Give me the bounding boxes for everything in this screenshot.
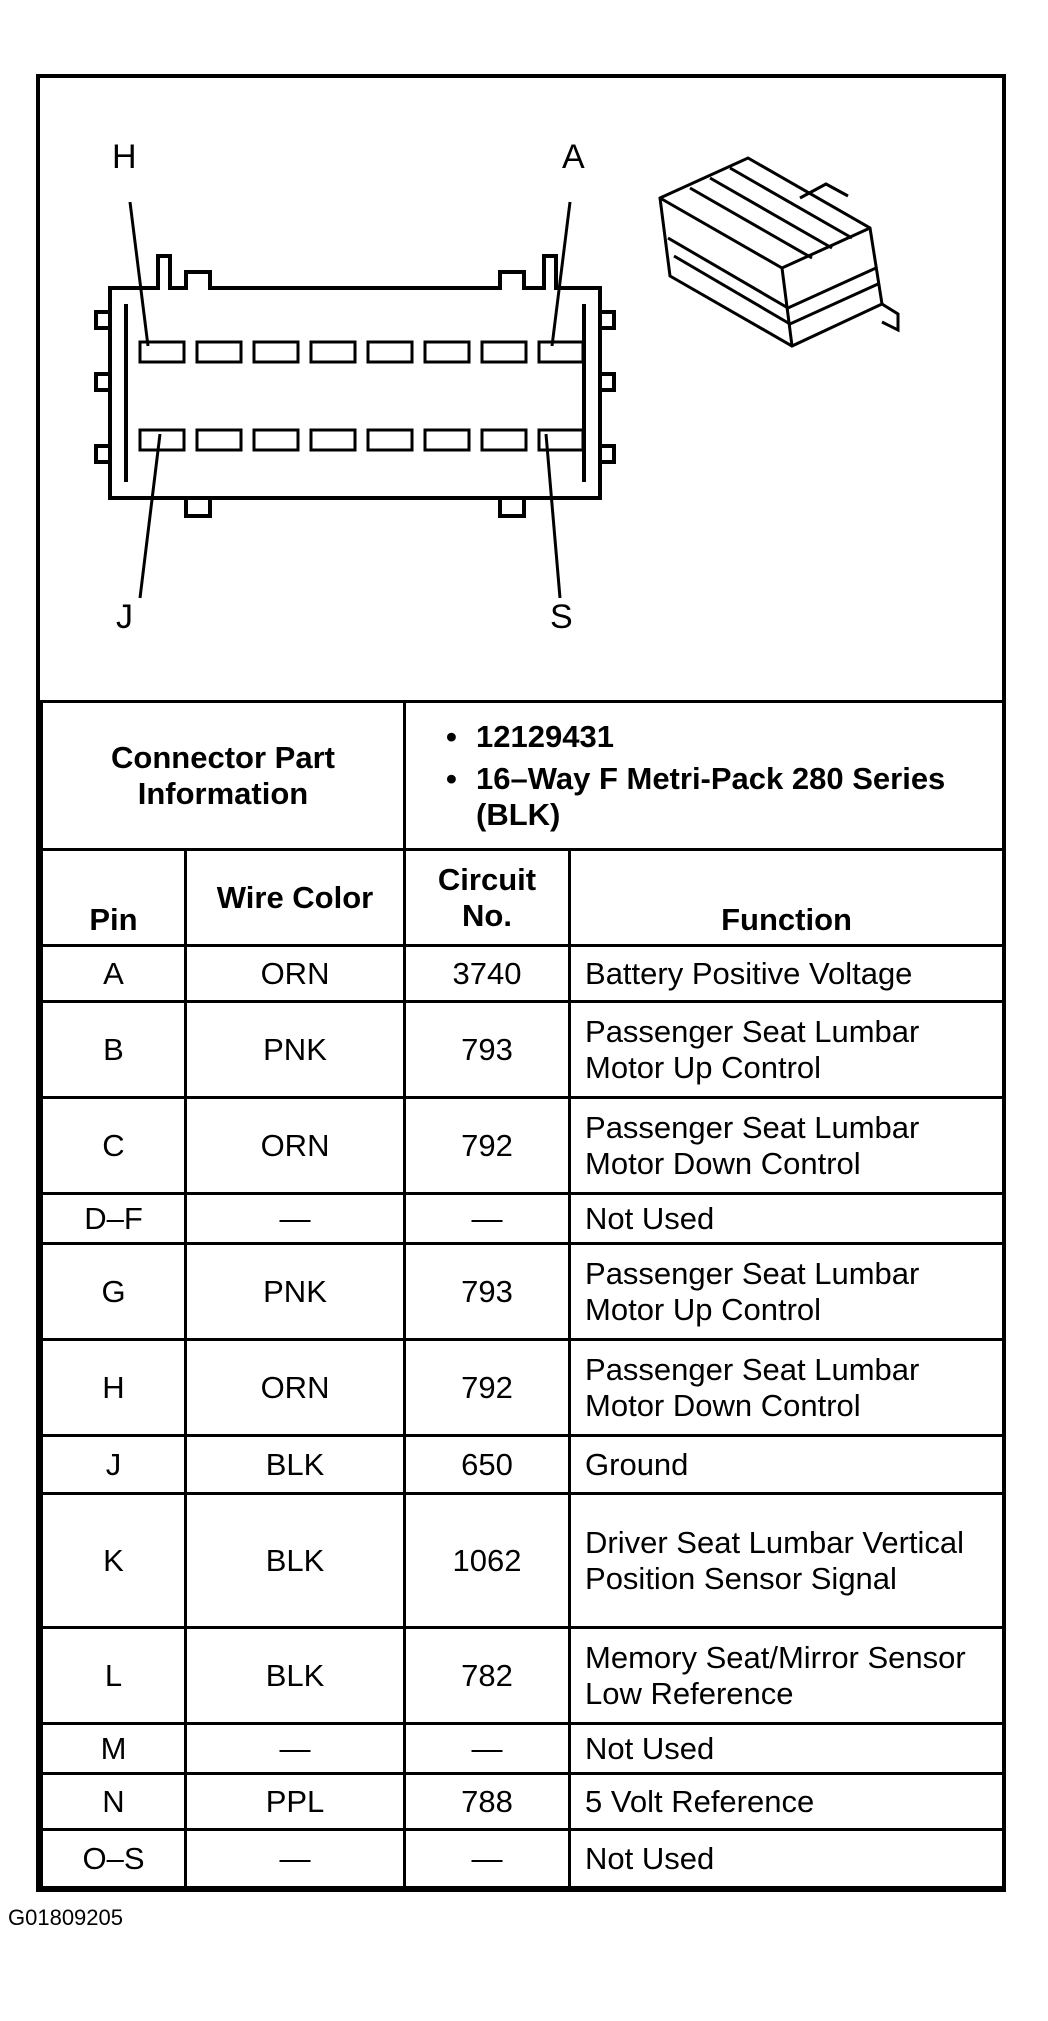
cell-circuit: 1062 xyxy=(405,1494,570,1628)
cell-wire-color: ORN xyxy=(186,946,405,1002)
connector-pinout-table xyxy=(40,700,1005,1889)
pin-label-h: H xyxy=(112,138,137,176)
table-row xyxy=(42,946,1004,1002)
table-row xyxy=(42,1724,1004,1774)
connector-diagram xyxy=(40,78,1002,700)
cell-wire-color: BLK xyxy=(186,1494,405,1628)
connector-description: • 16–Way F Metri-Pack 280 Series (BLK) xyxy=(446,761,996,833)
cell-pin: C xyxy=(42,1098,186,1194)
cell-circuit: — xyxy=(405,1830,570,1888)
cell-wire-color: PNK xyxy=(186,1244,405,1340)
table-row xyxy=(42,1098,1004,1194)
pin-leader-lines xyxy=(130,202,570,598)
cell-wire-color: — xyxy=(186,1194,405,1244)
figure-code: G01809205 xyxy=(8,1905,123,1930)
cell-wire-color: — xyxy=(186,1830,405,1888)
pin-label-j: J xyxy=(116,598,133,636)
cavity-bottom-2 xyxy=(197,430,241,450)
connector-info-values xyxy=(405,702,1004,850)
cell-circuit: 793 xyxy=(405,1244,570,1340)
cell-function: Passenger Seat Lumbar Motor Down Control xyxy=(570,1340,1004,1436)
header-wire-color: Wire Color xyxy=(186,850,405,946)
cavity-top-3 xyxy=(254,342,298,362)
connector-info-label: Connector Part Information xyxy=(42,702,405,850)
cavity-bottom-7 xyxy=(482,430,526,450)
cell-wire-color: BLK xyxy=(186,1628,405,1724)
cell-wire-color: ORN xyxy=(186,1340,405,1436)
cell-circuit: — xyxy=(405,1194,570,1244)
cell-wire-color: — xyxy=(186,1724,405,1774)
pin-label-a: A xyxy=(562,138,585,176)
cavity-bottom-5 xyxy=(368,430,412,450)
cell-pin: N xyxy=(42,1774,186,1830)
header-pin: Pin xyxy=(42,850,186,946)
table-row xyxy=(42,1830,1004,1888)
cell-wire-color: BLK xyxy=(186,1436,405,1494)
table-body xyxy=(42,946,1004,1888)
cell-function: Battery Positive Voltage xyxy=(570,946,1004,1002)
cell-function: Ground xyxy=(570,1436,1004,1494)
cell-function: Passenger Seat Lumbar Motor Up Control xyxy=(570,1244,1004,1340)
table-row xyxy=(42,1340,1004,1436)
connector-info-row xyxy=(42,702,1004,850)
table-row xyxy=(42,1002,1004,1098)
cell-function: Memory Seat/Mirror Sensor Low Reference xyxy=(570,1628,1004,1724)
cell-circuit: — xyxy=(405,1724,570,1774)
cavity-top-5 xyxy=(368,342,412,362)
table-row xyxy=(42,1628,1004,1724)
connector-part-number: • 12129431 xyxy=(446,719,996,755)
header-function: Function xyxy=(570,850,1004,946)
cell-wire-color: PPL xyxy=(186,1774,405,1830)
cell-pin: A xyxy=(42,946,186,1002)
connector-drawing xyxy=(40,78,1002,700)
cell-pin: G xyxy=(42,1244,186,1340)
header-circuit: Circuit No. xyxy=(405,850,570,946)
cell-circuit: 792 xyxy=(405,1340,570,1436)
cell-function: Not Used xyxy=(570,1194,1004,1244)
cell-circuit: 650 xyxy=(405,1436,570,1494)
cavity-top-7 xyxy=(482,342,526,362)
cell-pin: O–S xyxy=(42,1830,186,1888)
cavity-bottom-3 xyxy=(254,430,298,450)
table-row xyxy=(42,1774,1004,1830)
cavity-bottom-4 xyxy=(311,430,355,450)
cell-function: Not Used xyxy=(570,1724,1004,1774)
cell-pin: K xyxy=(42,1494,186,1628)
pin-label-s: S xyxy=(550,598,573,636)
connector-cavities xyxy=(140,342,583,450)
table-row xyxy=(42,1194,1004,1244)
cell-pin: B xyxy=(42,1002,186,1098)
cell-wire-color: ORN xyxy=(186,1098,405,1194)
connector-face-view-icon xyxy=(96,256,614,516)
cell-function: Passenger Seat Lumbar Motor Up Control xyxy=(570,1002,1004,1098)
cell-pin: D–F xyxy=(42,1194,186,1244)
cell-pin: H xyxy=(42,1340,186,1436)
cell-circuit: 3740 xyxy=(405,946,570,1002)
table-row xyxy=(42,1494,1004,1628)
cavity-bottom-6 xyxy=(425,430,469,450)
table-row xyxy=(42,1244,1004,1340)
cavity-top-4 xyxy=(311,342,355,362)
table-header-row xyxy=(42,850,1004,946)
connector-sheet xyxy=(36,74,1006,1892)
cell-pin: M xyxy=(42,1724,186,1774)
cell-function: 5 Volt Reference xyxy=(570,1774,1004,1830)
cavity-bottom-1 xyxy=(140,430,184,450)
cavity-top-8 xyxy=(539,342,583,362)
cell-function: Passenger Seat Lumbar Motor Down Control xyxy=(570,1098,1004,1194)
table-row xyxy=(42,1436,1004,1494)
cell-circuit: 788 xyxy=(405,1774,570,1830)
cell-function: Not Used xyxy=(570,1830,1004,1888)
cell-pin: L xyxy=(42,1628,186,1724)
cavity-top-6 xyxy=(425,342,469,362)
cavity-top-2 xyxy=(197,342,241,362)
cell-circuit: 792 xyxy=(405,1098,570,1194)
cell-pin: J xyxy=(42,1436,186,1494)
cell-function: Driver Seat Lumbar Vertical Position Sensor Signal xyxy=(570,1494,1004,1628)
cell-circuit: 793 xyxy=(405,1002,570,1098)
connector-isometric-icon xyxy=(660,158,898,346)
cell-circuit: 782 xyxy=(405,1628,570,1724)
cell-wire-color: PNK xyxy=(186,1002,405,1098)
